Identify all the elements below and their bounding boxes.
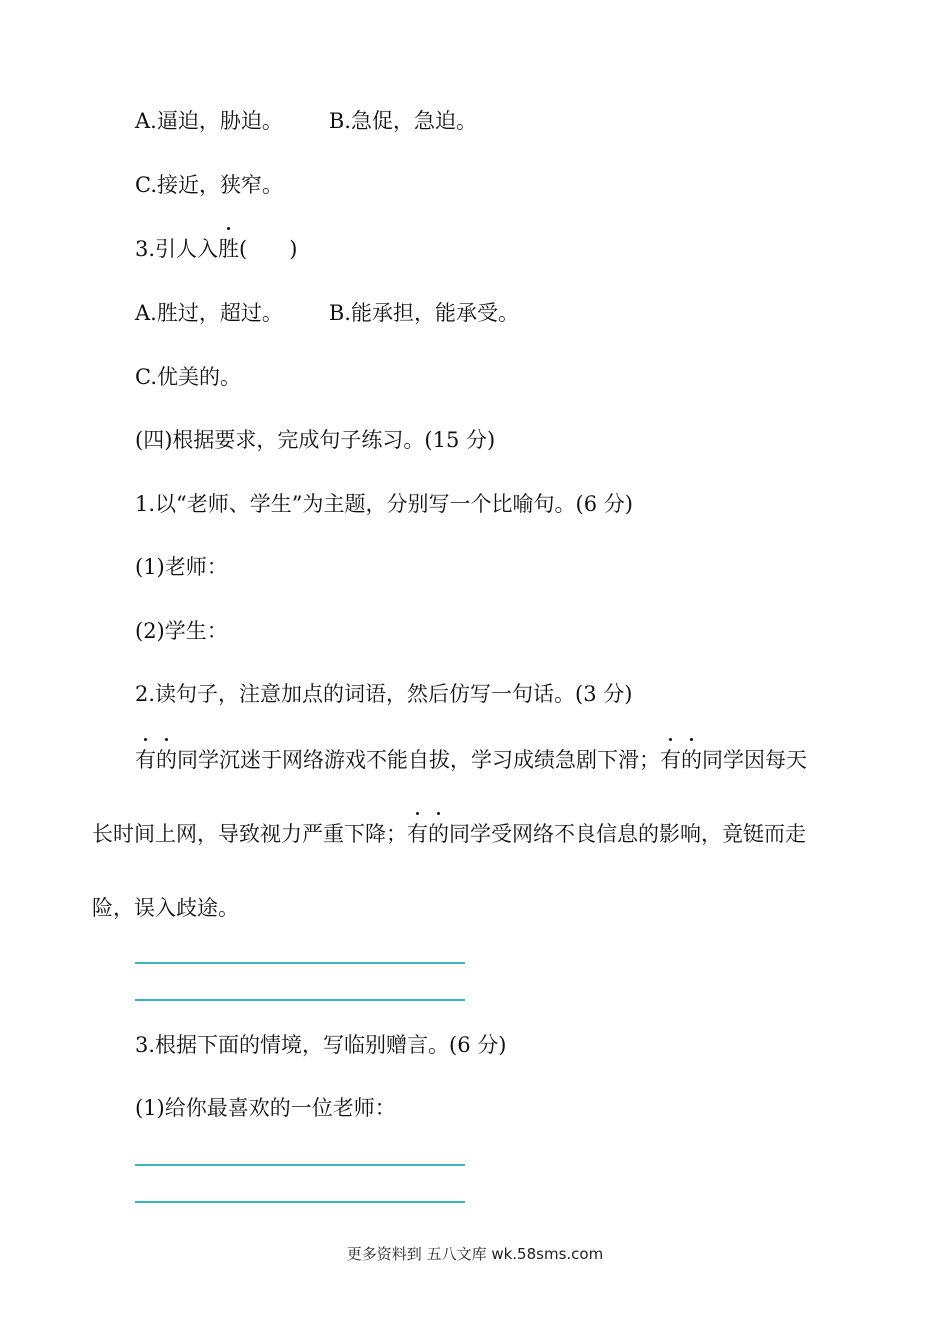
question-3: 3.引人入胜( ) [135,234,297,264]
q2-option-b: B.急促，急迫。 [328,109,477,133]
sentence-task-1: 1.以“老师、学生”为主题，分别写一个比喻句。(6 分) [135,492,633,516]
dotted-word: 有的 [660,748,702,772]
answer-line[interactable] [135,1164,465,1166]
answer-line[interactable] [135,1201,465,1203]
section-4-title: (四)根据要求，完成句子练习。(15 分) [135,428,496,452]
q2-option-a: A.逼迫，胁迫。 [135,109,283,133]
q2-options-ab [135,106,477,136]
sentence-task-2: 2.读句子，注意加点的词语，然后仿写一句话。(3 分) [135,682,633,706]
task-1-item-student: (2)学生： [135,619,228,643]
dotted-word: 有的 [407,822,449,846]
dotted-word: 有的 [135,748,177,772]
footer-watermark: 更多资料到 五八文库 wk.58sms.com [346,1245,604,1263]
q2-option-c: C.接近，狭窄。 [135,173,283,197]
answer-line[interactable] [135,999,465,1001]
q3-option-b: B.能承担，能承受。 [328,301,519,325]
task-1-item-teacher: (1)老师： [135,555,228,579]
task-3-item-teacher: (1)给你最喜欢的一位老师： [135,1096,396,1120]
q3-option-a: A.胜过，超过。 [135,301,283,325]
passage-line-1: 有的同学沉迷于网络游戏不能自拔，学习成绩急剧下滑；有的同学因每天 [135,745,807,775]
q3-option-c: C.优美的。 [135,365,241,389]
dotted-word: 胜 [218,234,239,264]
sentence-task-3: 3.根据下面的情境，写临别赠言。(6 分) [135,1033,507,1057]
q3-options-ab [135,298,519,328]
passage-line-3: 险，误入歧途。 [92,896,239,920]
passage-line-2: 长时间上网，导致视力严重下降；有的同学受网络不良信息的影响，竟铤而走 [92,819,806,849]
answer-line[interactable] [135,962,465,964]
